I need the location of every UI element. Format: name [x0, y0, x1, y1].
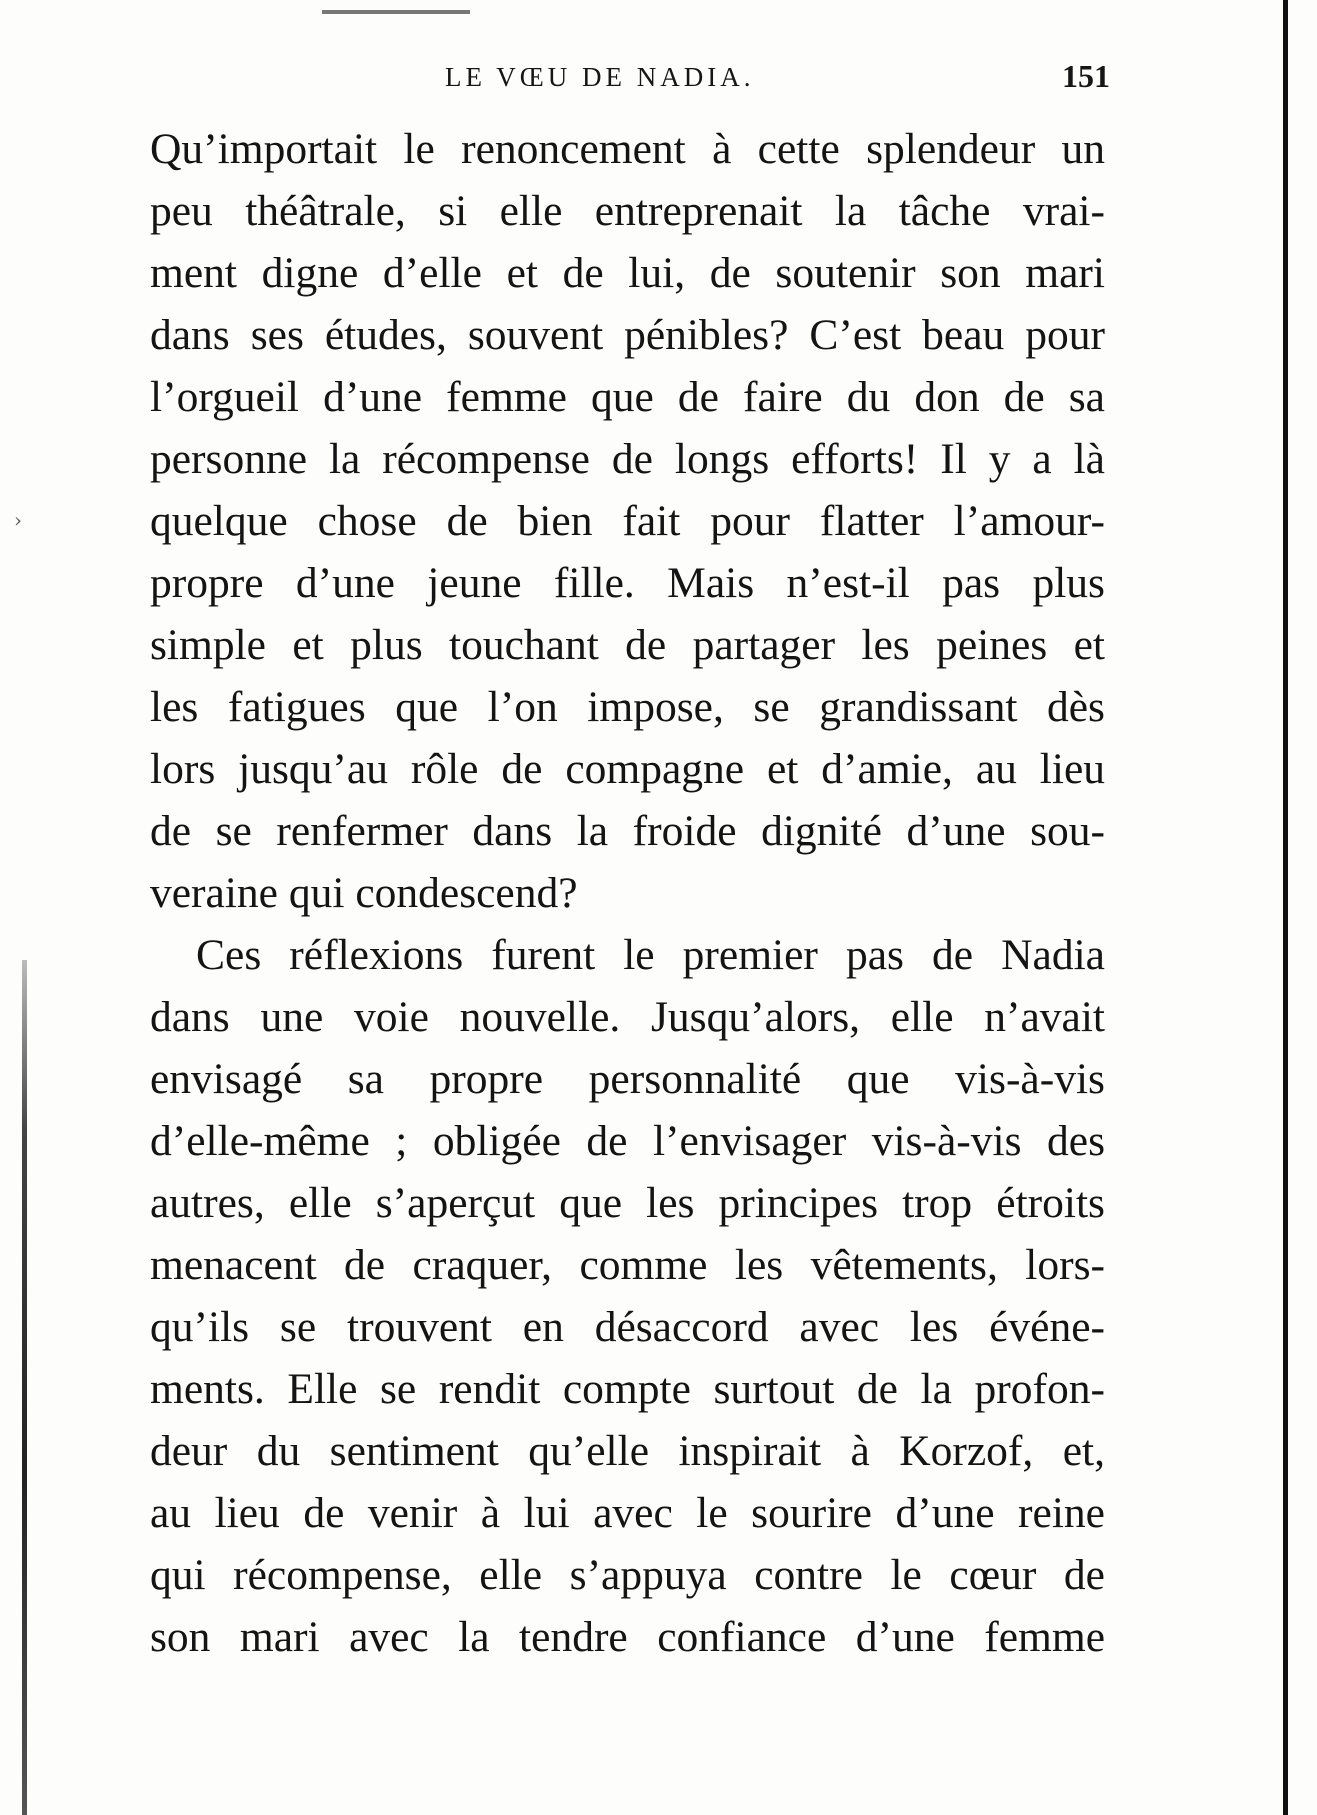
text-line: propre d’une jeune fille. Mais n’est-il pas plus	[150, 559, 1105, 607]
text-line: simple et plus touchant de partager les peines et	[150, 621, 1105, 669]
text-line: autres, elle s’aperçut que les principes trop étroits	[150, 1179, 1105, 1227]
text-line: peu théâtrale, si elle entreprenait la tâche vrai-	[150, 187, 1105, 235]
text-line: quelque chose de bien fait pour flatter l’amour-	[150, 497, 1105, 545]
text-line: qui récompense, elle s’appuya contre le cœur de	[150, 1551, 1105, 1599]
text-line: dans une voie nouvelle. Jusqu’alors, elle n’avait	[150, 993, 1105, 1041]
text-line: envisagé sa propre personnalité que vis-à-vis	[150, 1055, 1105, 1103]
print-smudge	[322, 10, 470, 14]
text-line: d’elle-même ; obligée de l’envisager vis-à-vis des	[150, 1117, 1105, 1165]
text-line: ment digne d’elle et de lui, de soutenir son mari	[150, 249, 1105, 297]
text-line: au lieu de venir à lui avec le sourire d’une reine	[150, 1489, 1105, 1537]
text-line: dans ses études, souvent pénibles? C’est beau pour	[150, 311, 1105, 359]
text-line: ments. Elle se rendit compte surtout de la profon-	[150, 1365, 1105, 1413]
text-line: les fatigues que l’on impose, se grandissant dès	[150, 683, 1105, 731]
text-line: qu’ils se trouvent en désaccord avec les événe-	[150, 1303, 1105, 1351]
running-head: LE VŒU DE NADIA.	[445, 62, 755, 92]
text-line: personne la récompense de longs efforts! Il y a là	[150, 435, 1105, 483]
text-line: lors jusqu’au rôle de compagne et d’amie, au lieu	[150, 745, 1105, 793]
body-text	[150, 118, 1105, 1668]
text-line: de se renfermer dans la froide dignité d’une sou-	[150, 807, 1105, 855]
text-line: deur du sentiment qu’elle inspirait à Korzof, et,	[150, 1427, 1105, 1475]
page-left-gutter	[22, 960, 27, 1815]
text-line: menacent de craquer, comme les vêtements, lors-	[150, 1241, 1105, 1289]
text-line: l’orgueil d’une femme que de faire du don de sa	[150, 373, 1105, 421]
text-line: Ces réflexions furent le premier pas de Nadia	[196, 931, 1105, 979]
text-line: veraine qui condescend?	[150, 869, 578, 917]
text-line: Qu’importait le renoncement à cette splendeur un	[150, 125, 1105, 173]
margin-mark: ›	[14, 508, 22, 532]
page-number: 151	[1062, 58, 1110, 94]
text-line: son mari avec la tendre confiance d’une femme	[150, 1613, 1105, 1661]
page-right-edge	[1283, 0, 1288, 1815]
page-header	[150, 58, 1110, 102]
